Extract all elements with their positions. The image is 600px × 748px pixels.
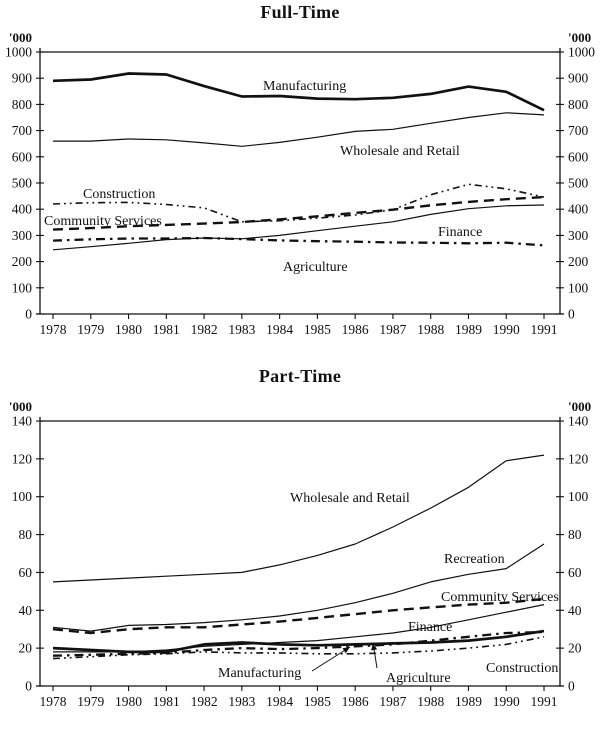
- full-time-y-tick-label-left: 0: [25, 306, 32, 322]
- full-time-x-tick-label: 1982: [190, 322, 218, 337]
- part-time-y-tick-label-left: 60: [18, 564, 32, 580]
- full-time-y-tick-label-right: 700: [568, 123, 589, 139]
- part-time-x-tick-label: 1980: [115, 694, 143, 709]
- part-time-series-label-wholesale-and-retail: Wholesale and Retail: [290, 491, 410, 506]
- part-time-y-tick-label-left: 140: [11, 413, 32, 429]
- full-time-y-tick-label-right: 500: [568, 175, 589, 191]
- full-time-series-label-agriculture: Agriculture: [283, 260, 348, 275]
- part-time-y-tick-label-left: 40: [18, 602, 32, 618]
- full-time-y-tick-label-left: 500: [11, 175, 32, 191]
- part-time-annotation-arrow-agriculture: [371, 643, 377, 668]
- full-time-x-tick-label: 1979: [77, 322, 105, 337]
- full-time-series-line-wholesale-and-retail: [53, 113, 544, 147]
- full-time-y-tick-label-right: 600: [568, 149, 589, 165]
- part-time-y-tick-label-right: 20: [568, 640, 582, 656]
- full-time-x-ticks: [40, 314, 558, 337]
- full-time-plot: [5, 30, 595, 337]
- full-time-x-tick-label: 1980: [115, 322, 143, 337]
- full-time-y-tick-label-right: 0: [568, 306, 575, 322]
- part-time-x-tick-label: 1978: [39, 694, 67, 709]
- full-time-y-tick-label-left: 200: [11, 254, 32, 270]
- full-time-y-tick-label-right: 400: [568, 201, 589, 217]
- part-time-x-tick-label: 1981: [152, 694, 180, 709]
- full-time-x-tick-label: 1984: [266, 322, 294, 337]
- part-time-y-tick-label-right: 40: [568, 602, 582, 618]
- full-time-y-tick-label-left: 700: [11, 123, 32, 139]
- full-time-series-label-community-services: Community Services: [44, 214, 162, 229]
- part-time-unit-label-right: '000: [568, 399, 592, 414]
- full-time-y-tick-label-right: 1000: [568, 44, 595, 60]
- full-time-series-label-wholesale-and-retail: Wholesale and Retail: [340, 144, 460, 159]
- part-time-x-tick-label: 1982: [190, 694, 218, 709]
- part-time-x-tick-label: 1983: [228, 694, 256, 709]
- part-time-x-tick-label: 1979: [77, 694, 105, 709]
- full-time-x-tick-label: 1989: [454, 322, 482, 337]
- part-time-series-label-construction: Construction: [486, 661, 559, 676]
- part-time-y-tick-label-right: 100: [568, 489, 589, 505]
- full-time-series-label-finance: Finance: [438, 225, 483, 240]
- full-time-x-tick-label: 1986: [341, 322, 369, 337]
- full-time-x-tick-label: 1987: [379, 322, 407, 337]
- full-time-x-tick-label: 1991: [530, 322, 558, 337]
- part-time-series-label-recreation: Recreation: [444, 552, 505, 567]
- full-time-x-tick-label: 1978: [39, 322, 67, 337]
- full-time-x-tick-label: 1988: [417, 322, 445, 337]
- part-time-x-ticks: [40, 686, 558, 709]
- full-time-y-tick-label-left: 100: [11, 280, 32, 296]
- full-time-y-tick-label-left: 800: [11, 96, 32, 112]
- full-time-y-tick-label-left: 300: [11, 227, 32, 243]
- part-time-x-tick-label: 1984: [266, 694, 294, 709]
- full-time-y-tick-label-right: 200: [568, 254, 589, 270]
- full-time-series-label-manufacturing: Manufacturing: [263, 79, 347, 94]
- part-time-annotation-arrow-manufacturing: [312, 647, 350, 671]
- full-time-y-tick-label-left: 400: [11, 201, 32, 217]
- full-time-x-tick-label: 1990: [492, 322, 520, 337]
- part-time-y-tick-label-left: 100: [11, 489, 32, 505]
- full-time-unit-label-left: '000: [8, 30, 32, 45]
- part-time-x-tick-label: 1988: [417, 694, 445, 709]
- full-time-series-label-construction: Construction: [83, 187, 156, 202]
- part-time-chart-title: Part-Time: [258, 366, 342, 386]
- part-time-y-tick-label-right: 0: [568, 678, 575, 694]
- part-time-y-tick-label-left: 120: [11, 451, 32, 467]
- part-time-y-tick-label-left: 0: [25, 678, 32, 694]
- full-time-x-tick-label: 1983: [228, 322, 256, 337]
- arrowhead-icon: [343, 647, 351, 653]
- part-time-x-tick-label: 1989: [454, 694, 482, 709]
- part-time-series-label-manufacturing: Manufacturing: [218, 666, 302, 681]
- part-time-series-label-finance: Finance: [408, 620, 453, 635]
- part-time-y-tick-label-right: 60: [568, 564, 582, 580]
- full-time-x-tick-label: 1981: [152, 322, 180, 337]
- full-time-chart-title: Full-Time: [260, 2, 340, 22]
- part-time-series-label-community-services: Community Services: [441, 590, 559, 605]
- part-time-plot: [9, 399, 591, 709]
- full-time-y-tick-label-right: 100: [568, 280, 589, 296]
- full-time-x-tick-label: 1985: [303, 322, 331, 337]
- part-time-unit-label-left: '000: [8, 399, 32, 414]
- full-time-unit-label-right: '000: [568, 30, 592, 45]
- full-time-y-tick-label-right: 300: [568, 227, 589, 243]
- part-time-y-tick-label-right: 140: [568, 413, 589, 429]
- part-time-x-tick-label: 1990: [492, 694, 520, 709]
- full-time-y-tick-label-left: 1000: [5, 44, 32, 60]
- part-time-x-tick-label: 1987: [379, 694, 407, 709]
- full-time-y-tick-label-left: 600: [11, 149, 32, 165]
- part-time-x-tick-label: 1986: [341, 694, 369, 709]
- part-time-x-tick-label: 1985: [303, 694, 331, 709]
- full-time-y-tick-label-right: 800: [568, 96, 589, 112]
- part-time-x-tick-label: 1991: [530, 694, 558, 709]
- part-time-y-tick-label-right: 120: [568, 451, 589, 467]
- full-time-y-tick-label-right: 900: [568, 70, 589, 86]
- part-time-y-tick-label-left: 80: [18, 527, 32, 543]
- full-time-y-tick-label-left: 900: [11, 70, 32, 86]
- part-time-y-tick-label-right: 80: [568, 527, 582, 543]
- part-time-y-tick-label-left: 20: [18, 640, 32, 656]
- part-time-series-label-agriculture: Agriculture: [386, 671, 451, 686]
